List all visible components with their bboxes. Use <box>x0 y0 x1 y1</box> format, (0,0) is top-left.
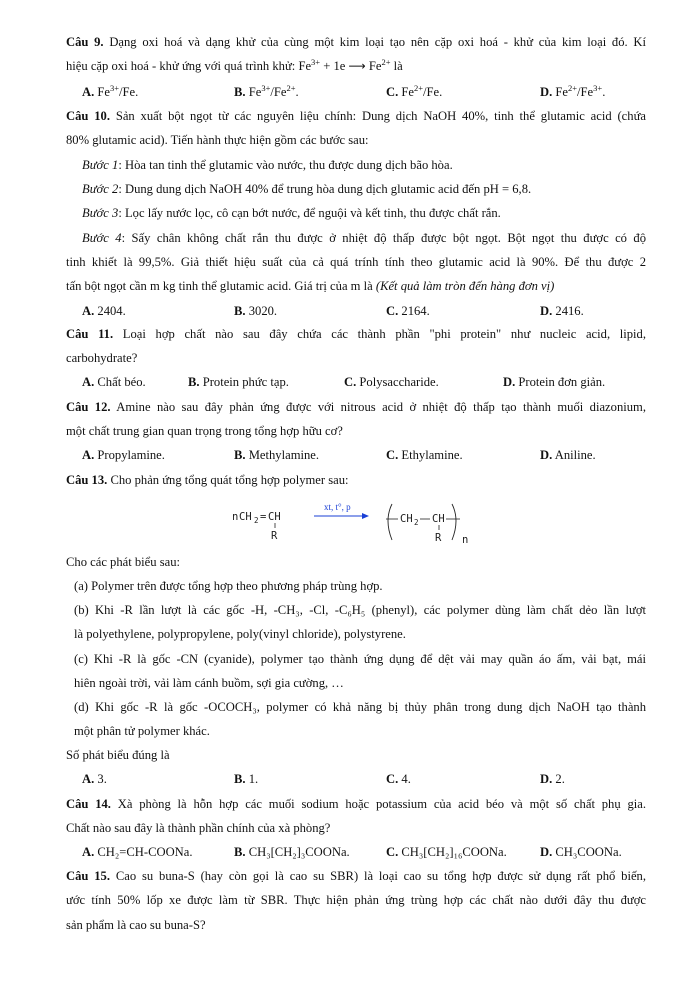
q15-line-2 <box>66 892 646 908</box>
statement-text: (a) Polymer trên được tổng hợp theo phương pháp trùng hợp. <box>74 579 383 593</box>
q10-step-1 <box>82 157 646 173</box>
step-label: Bước 4 <box>82 231 122 245</box>
option-text: Propylamine. <box>97 448 165 462</box>
statement-text: (b) Khi -R lần lượt là các gốc -H, -CH₃, -Cl, -C₆H₅ (phenyl), các polymer dùng làm chất dẻo lần lượt <box>74 603 646 617</box>
option-text: Chất béo. <box>97 375 146 389</box>
q10-text-7: tinh khiết là 99,5%. Giả thiết hiệu suất của cả quá trính tính theo glutamic acid là 90%. Để thu được 2 <box>66 255 646 269</box>
q10-text-8: tấn bột ngọt cần m kg tinh thể glutamic acid. Giá trị của m là <box>66 279 376 293</box>
q9-line-2 <box>66 58 646 74</box>
option-letter: D. <box>503 375 516 389</box>
polymerization-reaction <box>226 500 516 548</box>
q10-line-1 <box>66 108 646 124</box>
reactant-n: n <box>232 511 239 523</box>
option-sup: 2+ <box>286 82 296 93</box>
q12-text-1: Amine nào sau đây phản ứng được với nitrous acid ở nhiệt độ thấp tạo thành muối diazonium, <box>116 400 646 414</box>
option-text: /Fe <box>270 85 287 99</box>
step-label: Bước 3 <box>82 206 119 220</box>
q13-statement-b-2 <box>74 626 646 642</box>
option-text: CH₃[CH₂]₃COONa. <box>248 845 350 859</box>
product-ch2-sub: 2 <box>414 518 419 527</box>
q14-text-2: Chất nào sau đây là thành phần chính của xà phòng? <box>66 821 331 835</box>
option-text: . <box>602 85 606 99</box>
option-letter: A. <box>82 772 95 786</box>
option-text: /Fe. <box>119 85 139 99</box>
q11-line-1 <box>66 326 646 342</box>
option-letter: A. <box>82 85 95 99</box>
q10-option-a[interactable] <box>82 303 126 319</box>
q10-line-2 <box>66 132 646 148</box>
option-text: 2164. <box>401 304 430 318</box>
q11-text-1: Loại hợp chất nào sau đây chứa các thành phần "phi protein" như nucleic acid, lipid, <box>122 327 646 341</box>
option-text: Protein đơn giản. <box>518 375 606 389</box>
option-letter: B. <box>234 448 246 462</box>
q10-option-d[interactable] <box>540 303 584 319</box>
q10-step-2 <box>82 181 646 197</box>
reactant-ch2: CH <box>239 511 252 523</box>
q13-intro-text: Cho các phát biểu sau: <box>66 555 181 569</box>
q9-option-d[interactable] <box>540 84 605 100</box>
q9-label: Câu 9. <box>66 35 104 49</box>
option-text: 3. <box>97 772 107 786</box>
option-letter: D. <box>540 448 553 462</box>
q13-question-text: Số phát biểu đúng là <box>66 748 170 762</box>
option-sup: 2+ <box>568 82 578 93</box>
q10-option-c[interactable] <box>386 303 430 319</box>
q14-option-d[interactable] <box>540 844 622 860</box>
q13-option-d[interactable] <box>540 771 565 787</box>
q13-option-a[interactable] <box>82 771 107 787</box>
reactant-r-group: R <box>271 530 278 542</box>
left-parenthesis <box>388 504 392 540</box>
q10-note: (Kết quả làm tròn đến hàng đơn vị) <box>375 279 555 293</box>
option-text: Fe <box>248 85 262 99</box>
q14-text-1: Xà phòng là hỗn hợp các muối sodium hoặc potassium của acid béo và một số chất phụ gia. <box>117 797 646 811</box>
option-letter: C. <box>386 304 399 318</box>
option-letter: D. <box>540 772 553 786</box>
option-letter: B. <box>234 845 246 859</box>
q9-text-2: hiệu cặp oxi hoá - khử ứng với quá trình khử: Fe <box>66 59 312 73</box>
q10-step-3 <box>82 205 646 221</box>
option-letter: A. <box>82 845 95 859</box>
q12-line-2 <box>66 423 646 439</box>
option-text: Ethylamine. <box>401 448 463 462</box>
step-label: Bước 1 <box>82 158 119 172</box>
q13-line-1 <box>66 472 646 488</box>
q13-statement-d-1 <box>74 699 646 715</box>
q9-option-a[interactable] <box>82 84 138 100</box>
q13-label: Câu 13. <box>66 473 108 487</box>
q15-text-1: Cao su buna-S (hay còn gọi là cao su SBR) là loại cao su tổng hợp được sử dụng rất phổ biến, <box>115 869 646 883</box>
reactant-ch: CH <box>268 511 281 523</box>
q12-label: Câu 12. <box>66 400 111 414</box>
option-sup: 3+ <box>110 82 120 93</box>
q13-statements-intro <box>66 554 646 570</box>
q9-text-1: Dạng oxi hoá và dạng khử của cùng một kim loại tạo nên cặp oxi hoá - khử của kim loại đó. Kí <box>109 35 646 49</box>
statement-text: (d) Khi gốc -R là gốc -OCOCH₃, polymer có khả năng bị thủy phân trong dung dịch NaOH tạo thành <box>74 700 646 714</box>
reaction-condition: xt, t°, p <box>324 502 351 512</box>
option-text: 2404. <box>97 304 126 318</box>
option-letter: C. <box>386 85 399 99</box>
q12-option-c[interactable] <box>386 447 463 463</box>
option-letter: C. <box>386 772 399 786</box>
option-letter: A. <box>82 375 95 389</box>
product-r-group: R <box>435 532 442 544</box>
q13-statement-d-2 <box>74 723 646 739</box>
q9-option-c[interactable] <box>386 84 442 100</box>
q14-option-b[interactable] <box>234 844 350 860</box>
q13-statement-a <box>74 578 646 594</box>
q10-text-1: Sản xuất bột ngọt từ các nguyên liệu chính: Dung dịch NaOH 40%, tinh thể glutamic acid (chứa <box>115 109 646 123</box>
option-text: Fe <box>555 85 568 99</box>
q14-option-c[interactable] <box>386 844 507 860</box>
option-letter: C. <box>386 845 399 859</box>
q14-option-a[interactable] <box>82 844 193 860</box>
q14-line-1 <box>66 796 646 812</box>
product-ch2: CH <box>400 513 413 525</box>
q13-question <box>66 747 646 763</box>
statement-text: hiên ngoài trời, vải làm cánh buồm, sợi gia cường, … <box>74 676 344 690</box>
option-text: Aniline. <box>554 448 596 462</box>
step-text: : Hòa tan tinh thể glutamic vào nước, thu được dung dịch bão hòa. <box>118 158 453 172</box>
step-label: Bước 2 <box>82 182 119 196</box>
q12-text-2: một chất trung gian quan trọng trong tổng hợp hữu cơ? <box>66 424 343 438</box>
option-sup: 2+ <box>414 82 424 93</box>
option-letter: D. <box>540 304 553 318</box>
option-letter: B. <box>234 85 246 99</box>
q12-option-b[interactable] <box>234 447 319 463</box>
product-n: n <box>462 534 469 546</box>
q10-label: Câu 10. <box>66 109 110 123</box>
option-letter: A. <box>82 448 95 462</box>
q12-line-1 <box>66 399 646 415</box>
option-letter: B. <box>188 375 200 389</box>
statement-text: (c) Khi -R là gốc -CN (cyanide), polymer tạo thành ứng dụng để dệt vải may quần áo ấm, vải bạt, mái <box>74 652 646 666</box>
q11-line-2 <box>66 350 646 366</box>
q13-statement-c-2 <box>74 675 646 691</box>
q9-line-1 <box>66 34 646 50</box>
reaction-arrowhead-icon <box>362 513 369 519</box>
q9-electron: + 1e <box>320 59 349 73</box>
q15-line-3 <box>66 917 646 933</box>
option-text: Methylamine. <box>248 448 320 462</box>
option-letter: C. <box>386 448 399 462</box>
q11-label: Câu 11. <box>66 327 114 341</box>
step-text: : Lọc lấy nước lọc, cô cạn bớt nước, để nguội và kết tinh, thu được chất rắn. <box>118 206 501 220</box>
q10-option-b[interactable] <box>234 303 277 319</box>
step-text: : Sấy chân không chất rắn thu được ở nhiệt độ thấp được bột ngọt. Bột ngọt thu được có độ <box>121 231 646 245</box>
option-letter: D. <box>540 845 553 859</box>
option-text: Fe <box>401 85 414 99</box>
q13-statement-c-1 <box>74 651 646 667</box>
q15-line-1 <box>66 868 646 884</box>
option-text: /Fe <box>577 85 594 99</box>
reactant-ch2-sub: 2 <box>254 516 259 525</box>
arrow-icon: ⟶ <box>348 59 366 73</box>
q9-charge-2: 2+ <box>381 56 391 67</box>
step-text: : Dung dung dịch NaOH 40% để trung hòa dung dịch glutamic acid đến pH = 6,8. <box>118 182 532 196</box>
q9-product: Fe <box>365 59 382 73</box>
q11-option-c[interactable] <box>344 374 439 390</box>
q15-text-3: sản phẩm là cao su buna-S? <box>66 918 206 932</box>
option-text: CH₃[CH₂]₁₆COONa. <box>401 845 507 859</box>
option-text: Protein phức tạp. <box>202 375 289 389</box>
right-parenthesis <box>452 504 456 540</box>
q10-text-2: 80% glutamic acid). Tiến hành thực hiện gồm các bước sau: <box>66 133 369 147</box>
option-text: 3020. <box>248 304 278 318</box>
q15-label: Câu 15. <box>66 869 110 883</box>
option-text: 2416. <box>555 304 584 318</box>
q14-label: Câu 14. <box>66 797 111 811</box>
q13-statement-b-1 <box>74 602 646 618</box>
option-text: Polysaccharide. <box>359 375 439 389</box>
q9-charge-1: 3+ <box>311 56 321 67</box>
q11-option-b[interactable] <box>188 374 289 390</box>
q13-option-b[interactable] <box>234 771 258 787</box>
option-sup: 3+ <box>261 82 271 93</box>
product-ch: CH <box>432 513 445 525</box>
option-letter: A. <box>82 304 95 318</box>
q10-line-7 <box>66 254 646 270</box>
option-sup: 3+ <box>593 82 603 93</box>
option-text: /Fe. <box>423 85 443 99</box>
q11-text-2: carbohydrate? <box>66 351 138 365</box>
option-text: 4. <box>401 772 411 786</box>
q11-option-d[interactable] <box>503 374 605 390</box>
q11-option-a[interactable] <box>82 374 146 390</box>
q12-option-a[interactable] <box>82 447 165 463</box>
q15-text-2: ước tính 50% lốp xe được làm từ SBR. Thực hiện phản ứng trùng hợp các chất nào dưới đây thu được <box>66 893 646 907</box>
option-text: Fe <box>97 85 110 99</box>
option-text: . <box>295 85 299 99</box>
option-text: CH₃COONa. <box>555 845 622 859</box>
q10-step-4 <box>82 230 646 246</box>
statement-text: là polyethylene, polypropylene, poly(vinyl chloride), polystyrene. <box>74 627 406 641</box>
option-letter: C. <box>344 375 357 389</box>
option-letter: B. <box>234 772 246 786</box>
q12-option-d[interactable] <box>540 447 596 463</box>
q10-line-8 <box>66 278 646 294</box>
q9-option-b[interactable] <box>234 84 299 100</box>
reactant-double-bond: = <box>260 511 267 523</box>
option-letter: D. <box>540 85 553 99</box>
option-letter: B. <box>234 304 246 318</box>
statement-text: một phân tử polymer khác. <box>74 724 210 738</box>
q13-text-1: Cho phản ứng tổng quát tổng hợp polymer sau: <box>110 473 349 487</box>
q9-end: là <box>390 59 403 73</box>
q13-option-c[interactable] <box>386 771 411 787</box>
option-text: 2. <box>555 772 565 786</box>
option-text: CH₂=CH-COONa. <box>97 845 193 859</box>
q14-line-2 <box>66 820 646 836</box>
option-text: 1. <box>248 772 259 786</box>
